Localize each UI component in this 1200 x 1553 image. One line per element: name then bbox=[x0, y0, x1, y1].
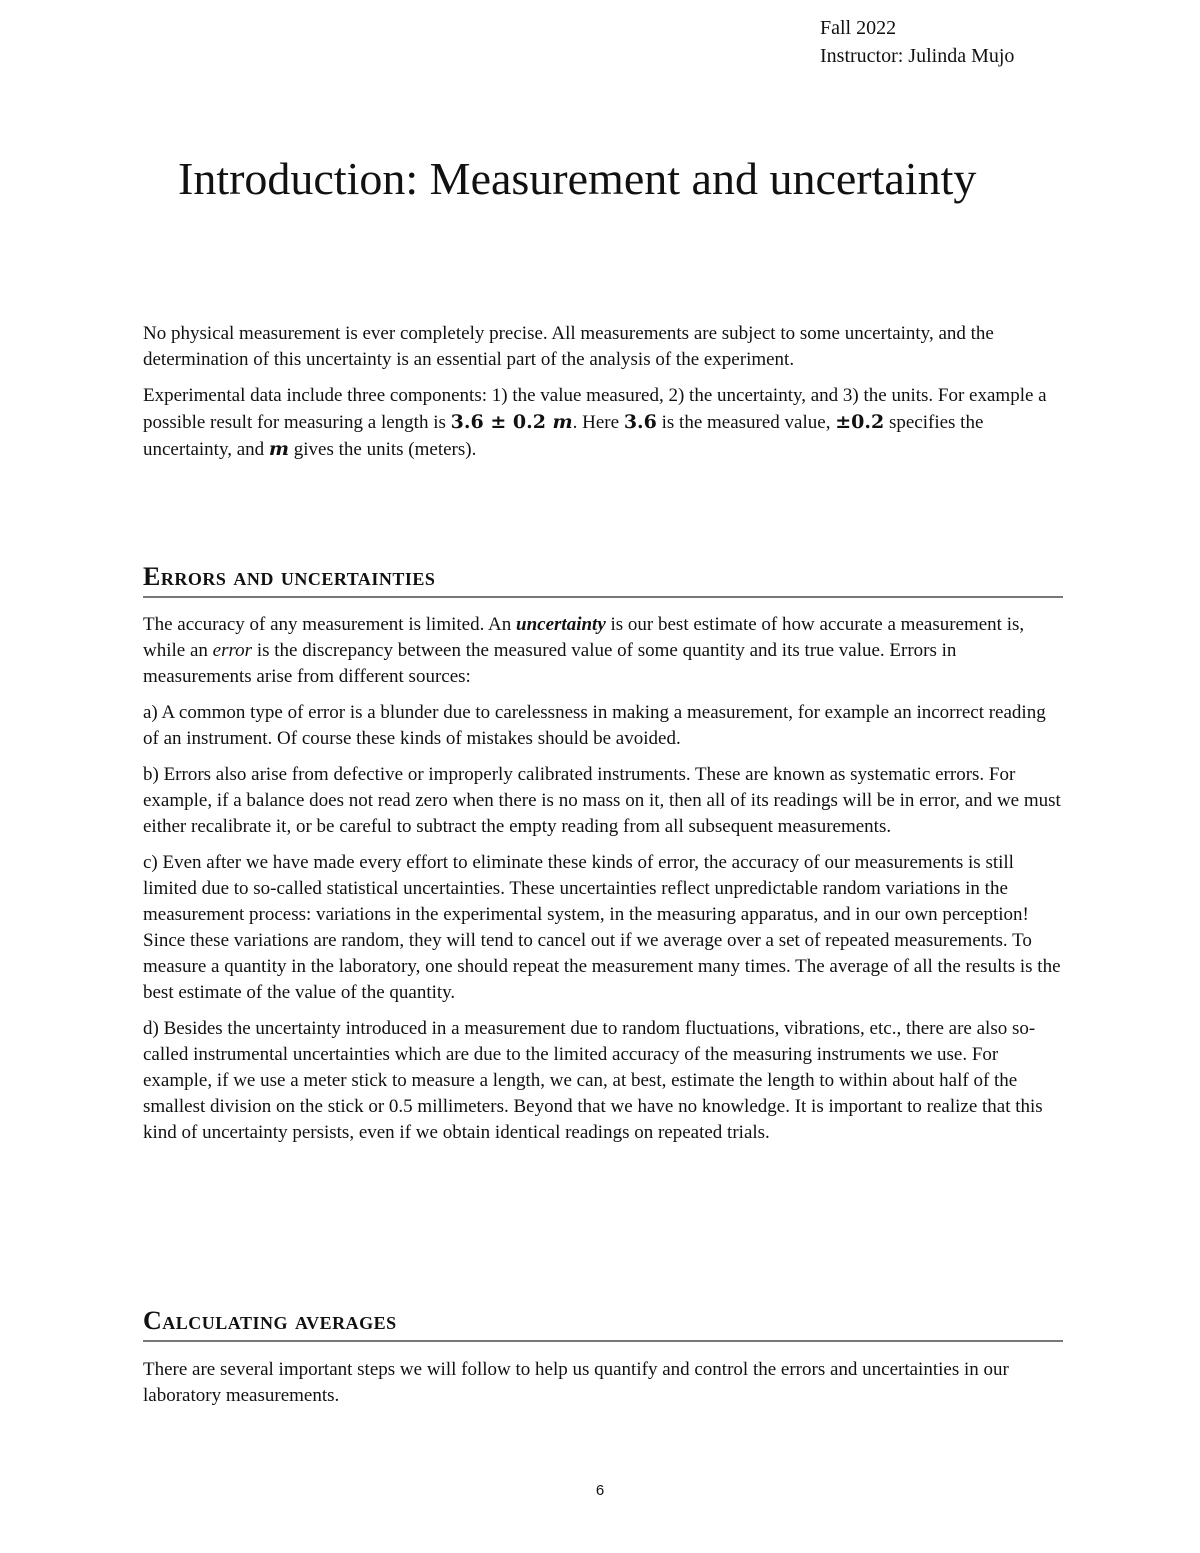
errors-text-c: is the discrepancy between the measured value of some quantity and its true value. Errors in measurements arise from different sources: bbox=[143, 640, 957, 687]
section-heading-averages: Calculating averages bbox=[143, 1306, 1063, 1342]
term-uncertainty: uncertainty bbox=[516, 614, 606, 635]
page-title: Introduction: Measurement and uncertainty bbox=[178, 153, 977, 204]
header-instructor: Instructor: Julinda Mujo bbox=[820, 45, 1015, 67]
errors-intro-paragraph bbox=[143, 612, 1063, 690]
intro-section bbox=[143, 321, 1063, 473]
errors-section bbox=[143, 612, 1063, 1156]
errors-text-b: is our best estimate of how accurate a measurement is, while an bbox=[143, 614, 1025, 661]
header-term: Fall 2022 bbox=[820, 17, 897, 39]
example-uncertainty: ± 0.2 bbox=[483, 411, 553, 433]
example-value: 3.6 bbox=[450, 411, 484, 433]
intro-text-b: . Here bbox=[572, 412, 624, 433]
error-type-c: c) Even after we have made every effort to eliminate these kinds of error, the accuracy of our measurements is still limited due to so-called statistical uncertainties. These uncertainties reflect unpredictable random variations in the measurement process: variations in the experimental system, in the measuring apparatus, and in our own perception! Since these variations are random, they will tend to cancel out if we average over a set of repeated measurements. To measure a quantity in the laboratory, one should repeat the measurement many times. The average of all the results is the best estimate of the value of the quantity. bbox=[143, 852, 1061, 1003]
intro-text-a: Experimental data include three components: 1) the value measured, 2) the uncertainty, and 3) the units. For example a possible result for measuring a length is bbox=[143, 385, 1047, 433]
term-error: error bbox=[212, 640, 253, 661]
uncertainty-value: ±0.2 bbox=[835, 411, 885, 433]
averages-paragraph: There are several important steps we will follow to help us quantify and control the errors and uncertainties in our laboratory measurements. bbox=[143, 1359, 1009, 1406]
intro-paragraph-1: No physical measurement is ever completely precise. All measurements are subject to some uncertainty, and the determination of this uncertainty is an essential part of the analysis of the experiment. bbox=[143, 323, 994, 370]
page-header bbox=[820, 14, 1014, 70]
intro-text-c: is the measured value, bbox=[656, 412, 836, 433]
page-number: 6 bbox=[595, 1482, 605, 1499]
error-type-b: b) Errors also arise from defective or improperly calibrated instruments. These are known as systematic errors. For example, if a balance does not read zero when there is no mass on it, then all of its readings will be in error, and we must either recalibrate it, or be careful to subtract the empty reading from all subsequent measurements. bbox=[143, 764, 1061, 837]
intro-text-e: gives the units (meters). bbox=[289, 439, 477, 460]
section-heading-errors: Errors and uncertainties bbox=[143, 562, 1063, 598]
errors-text-a: The accuracy of any measurement is limited. An bbox=[143, 614, 517, 635]
intro-paragraph-2 bbox=[143, 383, 1063, 463]
measured-value: 3.6 bbox=[623, 411, 657, 433]
intro-text-d: specifies the uncertainty, and bbox=[143, 412, 984, 460]
averages-section bbox=[143, 1357, 1063, 1419]
example-unit: m bbox=[552, 411, 573, 433]
error-type-a: a) A common type of error is a blunder due to carelessness in making a measurement, for example an incorrect reading of an instrument. Of course these kinds of mistakes should be avoided. bbox=[143, 702, 1046, 749]
error-type-d: d) Besides the uncertainty introduced in a measurement due to random fluctuations, vibrations, etc., there are also so-called instrumental uncertainties which are due to the limited accuracy of the measuring instruments we use. For example, if we use a meter stick to measure a length, we can, at best, estimate the length to within about half of the smallest division on the stick or 0.5 millimeters. Beyond that we have no knowledge. It is important to realize that this kind of uncertainty persists, even if we obtain identical readings on repeated trials. bbox=[143, 1018, 1043, 1143]
unit-symbol: m bbox=[268, 438, 290, 460]
